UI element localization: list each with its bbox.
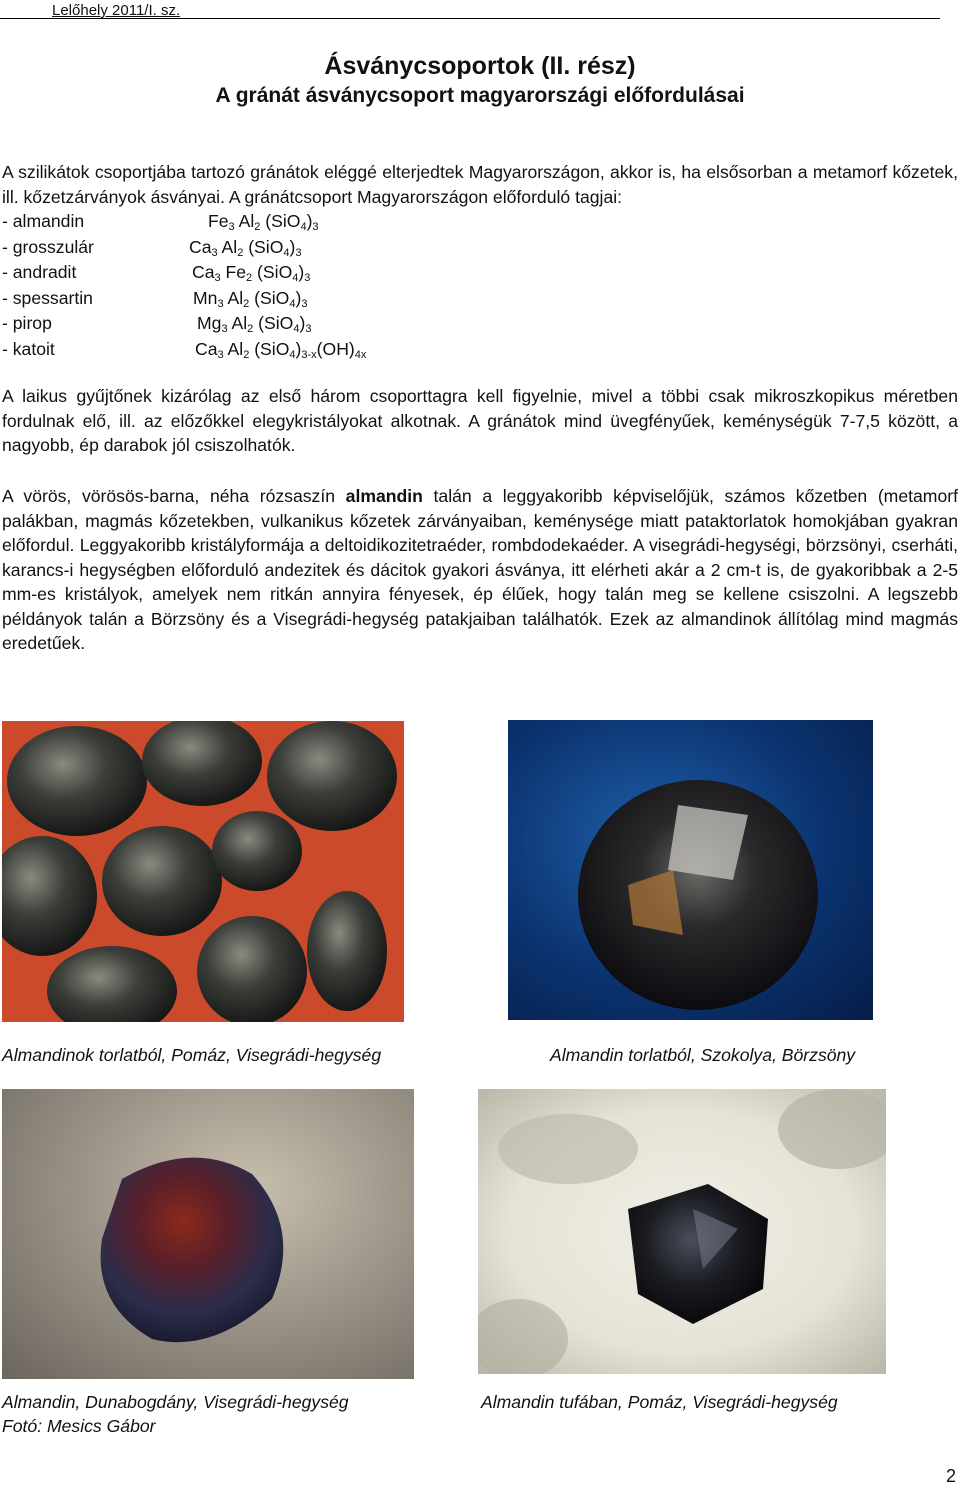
photo-almandin-crystal-blue [508, 720, 873, 1020]
almandin-keyword: almandin [345, 486, 423, 506]
page-header [0, 0, 940, 19]
caption-photo-4: Almandin tufában, Pomáz, Visegrádi-hegység [481, 1392, 838, 1412]
almandin-paragraph [2, 484, 958, 656]
mineral-formula: $Fe_3$ $Al_2$ $(SiO_4)_3$ [208, 211, 319, 233]
mineral-formula: $Ca_3$ $Al_2$ $(SiO_4)_3$ [189, 236, 302, 259]
almandin-text-rest: talán a leggyakoribb képviselőjük, számos kőzetben (metamorf palákban, magmás kőzetekben, vulkanikus kőzetek zárványaiban, keménysége miatt pataktorlatok homokjában gyakran előfordul. Leggyakoribb kristályformája a deltoidikozitetraéder, rombdodekaéder. A visegrádi-hegységi, börzsönyi, cserháti, karancs-i hegységben előforduló andezitek és dácitok gyakori ásványa, itt elérheti akár a 2 cm-t is, de gyakoribbak a 2-5 mm-es kristályok, amelyek nem ritkán annyira fényesek, ép élűek, hogy talán meg se kellene csiszolni. A legszebb példányok talán a Börzsöny és a Visegrádi-hegység patakjaiban találhatók. Ezek az almandinok állítólag mind magmás eredetűek. [2, 486, 958, 653]
photo-almandin-grains [2, 721, 404, 1022]
mineral-name: - spessartin [2, 287, 93, 308]
page-subtitle: A gránát ásványcsoport magyarországi előfordulásai [215, 84, 745, 107]
journal-issue: Lelőhely 2011/I. sz. [52, 2, 181, 19]
collector-paragraph: A laikus gyűjtőnek kizárólag az első három csoporttagra kell figyelnie, mivel a többi csak mikroszkopikus méretben fordulnak elő, ill. az előzőkkel elegykristályokat alkotnak. A gránátok mind üvegfényűek, keménységük 7-7,5 között, a nagyobb, ép darabok jól csiszolhatók. [2, 386, 958, 455]
mineral-formula: $Ca_3$ $Al_2$ $(SiO_4)_{3-x}(OH)_{4x}$ [195, 338, 367, 361]
caption-photo-2: Almandin torlatból, Szokolya, Börzsöny [550, 1045, 856, 1065]
mineral-name: - katoit [2, 338, 55, 359]
caption-photo-1: Almandinok torlatból, Pomáz, Visegrádi-hegység [2, 1045, 382, 1065]
photo-credit: Fotó: Mesics Gábor [2, 1416, 156, 1436]
photo-almandin-dunabogdany [2, 1089, 414, 1379]
mineral-formula: $Ca_3$ $Fe_2$ $(SiO_4)_3$ [192, 262, 311, 284]
almandin-text-start: A vörös, vörösös-barna, néha rózsaszín [2, 486, 346, 506]
intro-paragraph: A szilikátok csoportjába tartozó gránátok eléggé elterjedtek Magyarországon, akkor is, ha elsősorban a metamorf kőzetek, ill. kőzetzárványok ásványai. A gránátcsoport Magyarországon előforduló tagjai: [2, 162, 958, 207]
mineral-formula: $Mg_3$ $Al_2$ $(SiO_4)_3$ [197, 313, 312, 335]
mineral-name: - pirop [2, 313, 52, 333]
mineral-name: - andradit [2, 262, 77, 282]
mineral-name: - almandin [2, 211, 85, 231]
photo-almandin-tuff [478, 1089, 886, 1374]
mineral-formula: $Mn_3$ $Al_2$ $(SiO_4)_3$ [193, 287, 308, 310]
page-number: 2 [945, 1466, 956, 1486]
mineral-name: - grosszulár [2, 236, 94, 257]
page-title: Ásványcsoportok (II. rész) [324, 52, 636, 80]
caption-photo-3: Almandin, Dunabogdány, Visegrádi-hegység [2, 1392, 349, 1412]
